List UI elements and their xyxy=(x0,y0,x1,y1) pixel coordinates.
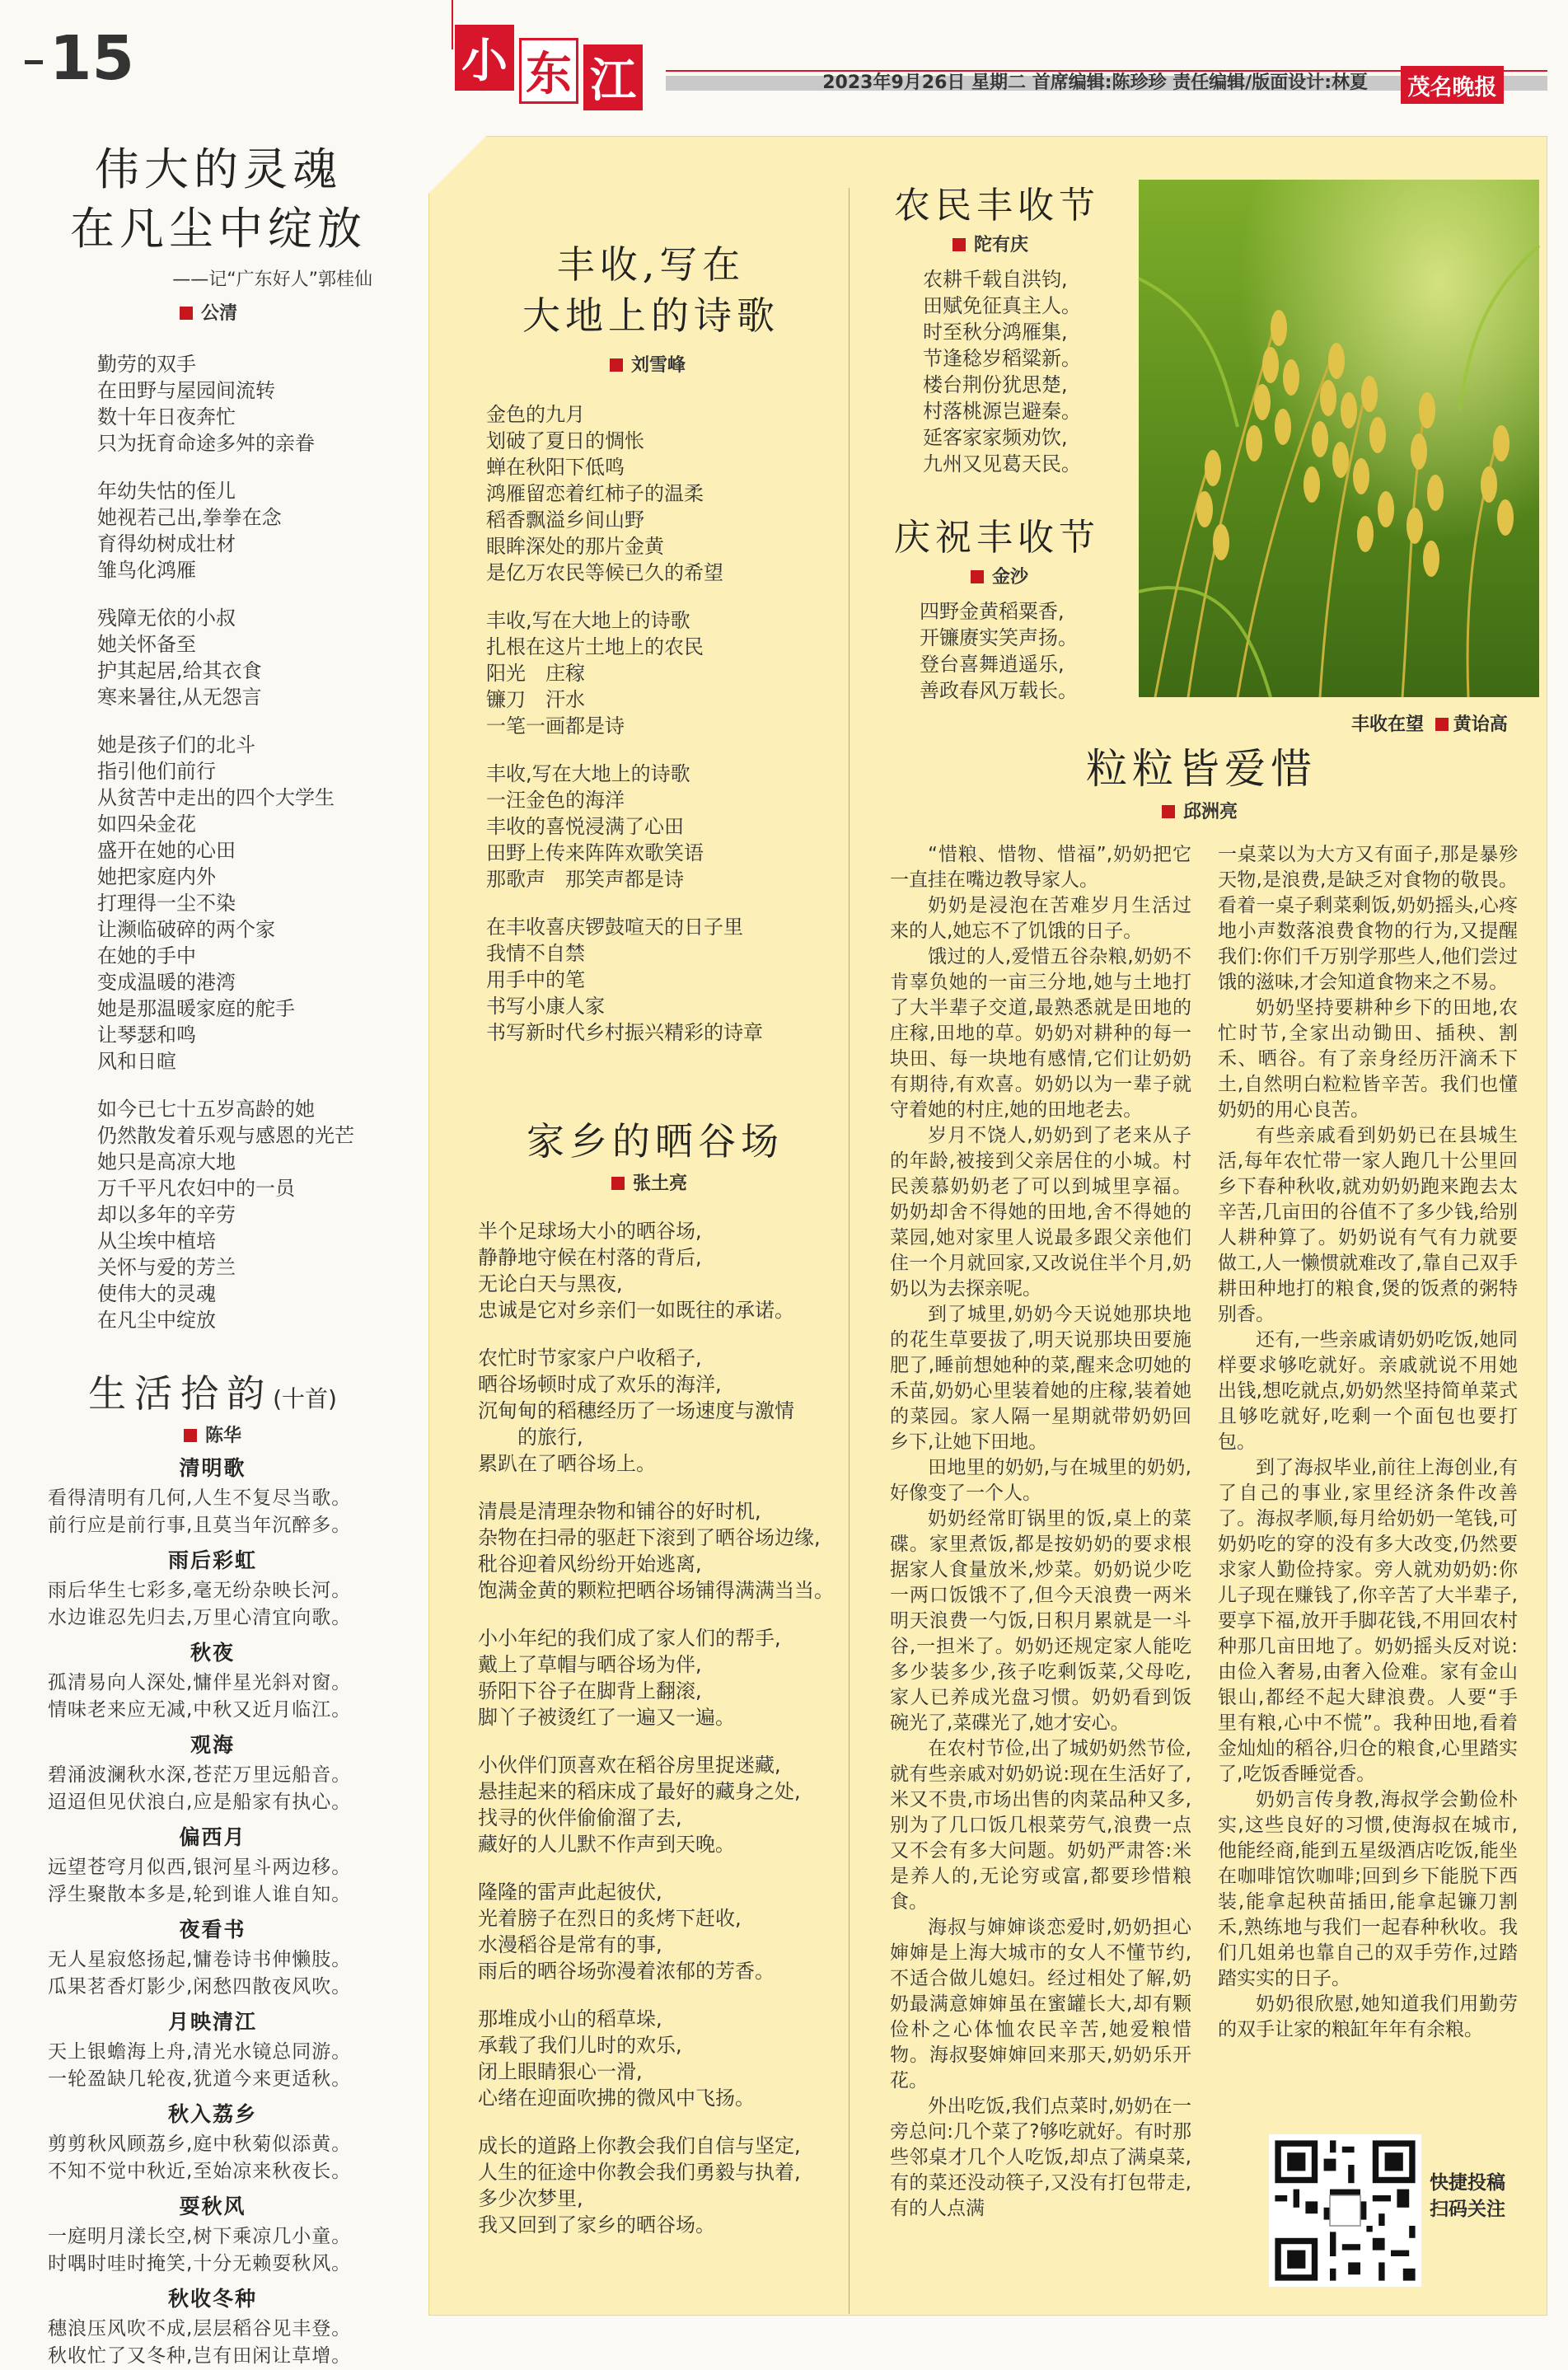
poem-line: 她是孩子们的北斗 xyxy=(97,733,255,756)
poem-line: 她关怀备至 xyxy=(97,633,196,656)
poem-line: 水漫稻谷是常有的事, xyxy=(478,1933,662,1956)
poem-line: 时至秋分鸿雁集, xyxy=(923,321,1068,344)
short-poem-line: 穗浪压风吹不成,层层稻谷见丰登。 xyxy=(48,2318,352,2340)
poem-line: 书写新时代乡村振兴精彩的诗章 xyxy=(486,1021,763,1044)
paragraph: 在农村节俭,出了城奶奶然节俭,就有些亲戚对奶奶说:现在生活好了,米又不贵,市场出售的肉菜品种又多,别为了几口饭几根菜劳气,浪费一点又不会有多大问题。奶奶严肃答:米是养人的,无论穷或富,都要珍惜粮食。 xyxy=(890,1738,1191,1913)
byline: 陈华 xyxy=(48,1422,377,1447)
poem-line: 一笔一画都是诗 xyxy=(486,714,625,738)
column-title-char-3: 江 xyxy=(583,44,643,110)
poem-line: 变成温暖的港湾 xyxy=(97,971,236,994)
paragraph: 奶奶坚持要耕种乡下的田地,农忙时节,全家出动锄田、插秧、割禾、晒谷。有了亲身经历汗滴禾下土,自然明白粒粒皆辛苦。我们也懂奶奶的用心良苦。 xyxy=(1218,997,1518,1121)
poem-line: 找寻的伙伴偷偷溜了去, xyxy=(478,1806,682,1829)
poem-line: 骄阳下谷子在脚背上翻滚, xyxy=(478,1679,702,1703)
short-poem-title: 清明歌 xyxy=(179,1456,246,1480)
paragraph: 奶奶经常盯锅里的饭,桌上的菜碟。家里煮饭,都是按奶奶的要求根据家人食量放米,炒菜。奶奶说少吃一两口饭饿不了,但今天浪费一两米明天浪费一勺饭,日积月累就是一斗谷,一担米了。奶奶还规定家人能吃多少装多少,孩子吃剩饭菜,父母吃,家人已养成光盘习惯。奶奶看到饭碗光了,菜碟光了,她才安心。 xyxy=(890,1508,1191,1734)
poem-line: 藏好的人儿默不作声到天晚。 xyxy=(478,1833,735,1856)
poem-line: 九州又见葛天民。 xyxy=(923,452,1081,475)
short-poem-line: 一轮盈缺几轮夜,犹道今来更适秋。 xyxy=(48,2068,352,2090)
paragraph: 一桌菜以为大方又有面子,那是暴殄天物,是浪费,是缺乏对食物的敬畏。看着一桌子剩菜剩饭,奶奶摇头,心疼地小声数落浪费食物的行为,又提醒我们:你们千万别学那些人,他们尝过饿的滋味,才会知道食物来之不易。 xyxy=(1218,844,1518,993)
short-poem-line: 远望苍穹月似西,银河星斗两边移。 xyxy=(48,1857,352,1878)
poem-line: 秕谷迎着风纷纷开始逃离, xyxy=(478,1553,702,1576)
column-title-char-2: 东 xyxy=(519,38,578,104)
poem-line: 的旅行, xyxy=(478,1426,583,1449)
poem-line: 让琴瑟和鸣 xyxy=(97,1023,196,1047)
poem-body xyxy=(923,266,1121,477)
poem-line: 那堆成小山的稻草垛, xyxy=(478,2007,662,2030)
poem-line: 静静地守候在村落的背后, xyxy=(478,1246,702,1269)
poem-line: 我情不自禁 xyxy=(486,942,585,965)
short-poem-line: 迢迢但见伏浪白,应是船家有执心。 xyxy=(48,1792,352,1813)
poem-line: 善政春风万载长。 xyxy=(920,679,1078,702)
poem-line: 光着膀子在烈日的炙烤下赶收, xyxy=(478,1907,742,1930)
poem-line: 蝉在秋阳下低鸣 xyxy=(486,456,625,479)
short-poem-line: 浮生聚散本多是,轮到谁人谁自知。 xyxy=(48,1884,352,1905)
poem-line: 金色的九月 xyxy=(486,403,585,426)
poem-line: 脚丫子被烫红了一遍又一遍。 xyxy=(478,1706,735,1729)
header-info: 2023年9月26日 星期二 首席编辑:陈珍珍 责任编辑/版面设计:林夏 xyxy=(822,73,1368,93)
poem-line: 如四朵金花 xyxy=(97,813,196,836)
poem-line: 隆隆的雷声此起彼伏, xyxy=(478,1881,662,1904)
poem-line: 让濒临破碎的两个家 xyxy=(97,918,275,941)
article-title: 生活拾韵(十首) xyxy=(88,1371,337,1416)
poem-line: 承载了我们儿时的欢乐, xyxy=(478,2034,682,2057)
short-poem-line: 天上银蟾海上舟,清光水镜总同游。 xyxy=(48,2041,352,2063)
short-poem-line: 孤清易向人深处,慵伴星光斜对窗。 xyxy=(48,1672,352,1693)
poem-line: 雏鸟化鸿雁 xyxy=(97,559,196,582)
short-poem-line: 水边谁忍先归去,万里心清宜向歌。 xyxy=(48,1607,352,1628)
poem-line: 村落桃源岂避秦。 xyxy=(923,400,1081,423)
qr-code[interactable] xyxy=(1269,2134,1421,2287)
poem-body xyxy=(478,1218,840,2238)
poem-line: 书写小康人家 xyxy=(486,995,605,1018)
short-poems xyxy=(48,1452,377,2370)
short-poem-title: 耍秋风 xyxy=(179,2194,246,2218)
short-poem-line: 时喁时哇时掩笑,十分无赖耍秋风。 xyxy=(48,2253,352,2274)
poem-line: 仍然散发着乐观与感恩的光芒 xyxy=(97,1124,354,1147)
poem-line: 她只是高凉大地 xyxy=(97,1150,236,1173)
poem-line: 是亿万农民等候已久的希望 xyxy=(486,561,723,584)
byline: 金沙 xyxy=(971,563,1121,588)
poem-body xyxy=(920,598,1121,704)
poem-line: 她把家庭内外 xyxy=(97,865,216,888)
short-poem-title: 偏西月 xyxy=(179,1825,246,1849)
poem-line: 田赋免征真主人。 xyxy=(923,294,1081,317)
poem-body xyxy=(486,401,832,1046)
paragraph: 奶奶很欣慰,她知道我们用勤劳的双手让家的粮缸年年有余粮。 xyxy=(1218,1993,1518,2040)
poem-line: 阳光 庄稼 xyxy=(486,662,585,685)
article-body-col2 xyxy=(1218,842,1518,2043)
poem-line: 小小年纪的我们成了家人们的帮手, xyxy=(478,1627,781,1650)
poem-line: 打理得一尘不染 xyxy=(97,892,236,915)
poem-line: 丰收,写在大地上的诗歌 xyxy=(486,609,690,632)
rice-field-photo xyxy=(1139,180,1539,697)
paragraph: 海叔与婶婶谈恋爱时,奶奶担心婶婶是上海大城市的女人不懂节约,不适合做儿媳妇。经过相处了解,奶奶最满意婶婶虽在蜜罐长大,却有颗俭朴之心体恤农民辛苦,她爱粮惜物。海叔娶婶婶回来那天,奶奶乐开花。 xyxy=(890,1917,1191,2091)
article-shenghuo-shiyun xyxy=(48,1364,377,2370)
page-number: 15 xyxy=(25,23,134,94)
article-title: 农民丰收节 xyxy=(894,185,1100,227)
article-jiaxiang-shaiguchang xyxy=(470,1117,840,2238)
poem-line: 却以多年的辛劳 xyxy=(97,1203,236,1226)
poem-line: 育得幼树成壮材 xyxy=(97,532,236,555)
poem-line: 饱满金黄的颗粒把晒谷场铺得满满当当。 xyxy=(478,1579,834,1602)
poem-line: 晒谷场顿时成了欢乐的海洋, xyxy=(478,1373,722,1396)
poem-line: 从尘埃中植培 xyxy=(97,1229,216,1253)
paragraph: 饿过的人,爱惜五谷杂粮,奶奶不肯辜负她的一亩三分地,她与土地打了大半辈子交道,最熟悉就是田地的庄稼,田地的草。奶奶对耕种的每一块田、每一块地有感情,它们让奶奶有期待,有欢喜。奶奶以为一辈子就守着她的村庄,她的田地老去。 xyxy=(890,946,1191,1121)
poem-line: 多少次梦里, xyxy=(478,2187,583,2210)
article-body-col1 xyxy=(890,842,1191,2222)
poem-line: 划破了夏日的惆怅 xyxy=(486,429,644,452)
paragraph: 田地里的奶奶,与在城里的奶奶,好像变了一个人。 xyxy=(890,1457,1191,1504)
short-poem-line: 瓜果茗香灯影少,闲愁四散夜风吹。 xyxy=(48,1976,352,1998)
poem-line: 成长的道路上你教会我们自信与坚定, xyxy=(478,2134,801,2157)
poem-line: 如今已七十五岁高龄的她 xyxy=(97,1098,315,1121)
poem-line: 累趴在了晒谷场上。 xyxy=(478,1452,656,1475)
short-poem-line: 剪剪秋风顾荔乡,庭中秋菊似添黄。 xyxy=(48,2133,352,2155)
poem-line: 眼眸深处的那片金黄 xyxy=(486,535,664,558)
poem-line: 从贫苦中走出的四个大学生 xyxy=(97,786,335,809)
poem-line: 悬挂起来的稻床成了最好的藏身之处, xyxy=(478,1780,801,1803)
column-title-char-1: 小 xyxy=(455,25,514,91)
poem-line: 她是那温暖家庭的舵手 xyxy=(97,997,295,1020)
short-poem-line: 雨后华生七彩多,毫无纷杂映长河。 xyxy=(48,1580,352,1601)
qr-pattern xyxy=(1269,2134,1421,2287)
poem-line: 残障无依的小叔 xyxy=(97,607,236,630)
article-title: 粒粒皆爱惜 xyxy=(1086,745,1317,793)
poem-line: 登台喜舞逍遥乐, xyxy=(920,653,1065,676)
poem-line: 勤劳的双手 xyxy=(97,353,196,376)
poem-line: 鸿雁留恋着红柿子的温柔 xyxy=(486,482,704,505)
qr-caption: 快捷投稿 扫码关注 xyxy=(1430,2172,1505,2220)
poem-line: 风和日暄 xyxy=(97,1050,176,1073)
paragraph: 到了城里,奶奶今天说她那块地的花生草要拔了,明天说那块田要施肥了,睡前想她种的菜,醒来念叨她的禾苗,奶奶心里装着她的庄稼,装着她的菜园。家人隔一星期就带奶奶回乡下,让她下田地。 xyxy=(890,1304,1191,1453)
article-subtitle: ——记“广东好人”郭桂仙 xyxy=(172,269,372,290)
poem-line: 人生的征途中你教会我们勇毅与执着, xyxy=(478,2161,801,2184)
paragraph: 还有,一些亲戚请奶奶吃饭,她同样要求够吃就好。亲戚就说不用她出钱,想吃就点,奶奶然坚持简单菜式且够吃就好,吃剩一个面包也要打包。 xyxy=(1218,1329,1518,1453)
short-poem-title: 观海 xyxy=(190,1733,235,1757)
short-poem-line: 看得清明有几何,人生不复尽当歌。 xyxy=(48,1487,352,1509)
short-poem-line: 秋收忙了又冬种,岂有田闲让草增。 xyxy=(48,2345,352,2367)
byline: 邱洲亮 xyxy=(1162,798,1541,823)
poem-line: 使伟大的灵魂 xyxy=(97,1282,216,1305)
poem-line: 杂物在扫帚的驱赶下滚到了晒谷场边缘, xyxy=(478,1526,821,1549)
paragraph: 有些亲戚看到奶奶已在县城生活,每年农忙带一家人跑几十公里回乡下春种秋收,就劝奶奶跑来跑去太辛苦,几亩田的谷值不了多少钱,给别人耕种算了。奶奶说有气有力就要做工,人一懒惯就难改了,靠自己双手耕田种地打的粮食,煲的饭煮的粥特别香。 xyxy=(1218,1125,1518,1325)
poem-line: 无论白天与黑夜, xyxy=(478,1272,623,1295)
poem-line: 小伙伴们顶喜欢在稻谷房里捉迷藏, xyxy=(478,1754,781,1777)
poem-line: 四野金黄稻粟香, xyxy=(920,600,1065,623)
poem-line: 丰收的喜悦浸满了心田 xyxy=(486,815,684,838)
poem-line: 在丰收喜庆锣鼓喧天的日子里 xyxy=(486,916,743,939)
poem-body xyxy=(97,351,404,1333)
poem-line: 开镰赓实笑声扬。 xyxy=(920,626,1078,649)
poem-line: 农忙时节家家户户收稻子, xyxy=(478,1347,702,1370)
article-nongmin-fengshoujie xyxy=(873,183,1121,477)
short-poem-line: 无人星寂悠扬起,慵卷诗书伸懒肢。 xyxy=(48,1949,352,1970)
paragraph: 到了海叔毕业,前往上海创业,有了自己的事业,家里经济条件改善了。海叔孝顺,每月给奶奶一笔钱,可奶奶吃的穿的没有多大改变,仍然要求家人勤俭持家。旁人就劝奶奶:你儿子现在赚钱了,你辛苦了大半辈子,要享下福,放开手脚花钱,不用回农村种那几亩田地了。奶奶摇头反对说:由俭入奢易,由奢入俭难。家有金山银山,都经不起大肆浪费。人要“手里有粮,心中不慌”。我种田地,看着金灿灿的稻谷,归仓的粮食,心里踏实了,吃饭香睡觉香。 xyxy=(1218,1457,1518,1785)
paragraph: “惜粮、惜物、惜福”,奶奶把它一直挂在嘴边教导家人。 xyxy=(890,844,1191,891)
poem-line: 一汪金色的海洋 xyxy=(486,789,625,812)
rice-stalks-illustration xyxy=(1139,180,1539,697)
poem-line: 节逢稔岁稻粱新。 xyxy=(923,347,1081,370)
paragraph: 奶奶是浸泡在苦难岁月生活过来的人,她忘不了饥饿的日子。 xyxy=(890,895,1191,942)
poem-line: 沉甸甸的稻穗经历了一场速度与激情 xyxy=(478,1399,794,1422)
paragraph: 外出吃饭,我们点菜时,奶奶在一旁总问:几个菜了?够吃就好。有时那些邻桌才几个人吃饭,却点了满桌菜,有的菜还没动筷子,又没有打包带走,有的人点满 xyxy=(890,2096,1191,2219)
poem-line: 戴上了草帽与晒谷场为伴, xyxy=(478,1653,702,1676)
poem-line: 镰刀 汗水 xyxy=(486,688,585,711)
poem-line: 扎根在这片土地上的农民 xyxy=(486,635,704,658)
article-fengshou-shige xyxy=(470,239,832,1046)
poem-line: 农耕千载自洪钧, xyxy=(923,268,1068,291)
article-qingzhu-fengshoujie xyxy=(873,515,1121,704)
poem-line: 年幼失怙的侄儿 xyxy=(97,480,236,503)
short-poem-line: 前行应是前行事,且莫当年沉醉多。 xyxy=(48,1515,352,1536)
poem-line: 万千平凡农妇中的一员 xyxy=(97,1177,295,1200)
poem-line: 寒来暑往,从无怨言 xyxy=(97,686,262,709)
paragraph: 岁月不饶人,奶奶到了老来从子的年龄,被接到父亲居住的小城。村民羡慕奶奶老了可以到城里享福。奶奶却舍不得她的田地,舍不得她的菜园,她对家里人说最多跟父亲他们住一个月就回家,又改说住半个月,奶奶以为去探亲呢。 xyxy=(890,1125,1191,1300)
poem-line: 闭上眼睛狠心一滑, xyxy=(478,2060,643,2083)
poem-line: 在她的手中 xyxy=(97,944,196,967)
poem-line: 那歌声 那笑声都是诗 xyxy=(486,868,684,891)
article-title: 丰收,写在 大地上的诗歌 xyxy=(522,242,779,338)
article-weida-linghun xyxy=(33,140,404,1333)
byline: 陀有庆 xyxy=(953,231,1121,256)
article-title: 庆祝丰收节 xyxy=(894,517,1100,559)
short-poem-title: 夜看书 xyxy=(179,1918,246,1941)
short-poem-line: 不知不觉中秋近,至始凉来秋夜长。 xyxy=(48,2161,352,2182)
photo-caption: 丰收在望 黄诒高 xyxy=(1351,714,1508,735)
poem-line: 用手中的笔 xyxy=(486,968,585,991)
short-poem-line: 一庭明月漾长空,树下乘凉几小童。 xyxy=(48,2226,352,2247)
article-title: 伟大的灵魂 在凡尘中绽放 xyxy=(70,143,367,255)
poem-line: 盛开在她的心田 xyxy=(97,839,236,862)
poem-line: 楼台荆份犹思楚, xyxy=(923,373,1068,396)
poem-line: 清晨是清理杂物和铺谷的好时机, xyxy=(478,1500,761,1523)
poem-line: 关怀与爱的芳兰 xyxy=(97,1256,236,1279)
byline: 张土亮 xyxy=(611,1169,840,1195)
poem-line: 她视若己出,拳拳在念 xyxy=(97,506,282,529)
paragraph: 奶奶言传身教,海叔学会勤俭朴实,这些良好的习惯,使海叔在城市,他能经商,能到五星级酒店吃饭,能坐在咖啡馆饮咖啡;回到乡下能脱下西装,能拿起秧苗插田,能拿起镰刀割禾,熟练地与我们一起春种秋收。我们几姐弟也靠自己的双手劳作,过踏踏实实的日子。 xyxy=(1218,1789,1518,1989)
short-poem-title: 秋夜 xyxy=(190,1641,235,1665)
poem-line: 心绪在迎面吹拂的微风中飞扬。 xyxy=(478,2087,755,2110)
poem-line: 稻香飘溢乡间山野 xyxy=(486,508,644,532)
newspaper-logo: 茂名晚报 xyxy=(1401,66,1504,104)
short-poem-title: 秋收冬种 xyxy=(167,2287,257,2311)
article-title: 家乡的晒谷场 xyxy=(527,1119,784,1164)
short-poem-title: 雨后彩虹 xyxy=(167,1548,257,1572)
poem-line: 只为抚育命途多舛的亲眷 xyxy=(97,432,315,455)
byline: 刘雪峰 xyxy=(610,351,832,377)
poem-line: 田野上传来阵阵欢歌笑语 xyxy=(486,841,704,864)
poem-line: 半个足球场大小的晒谷场, xyxy=(478,1220,702,1243)
short-poem-title: 月映清江 xyxy=(167,2010,257,2034)
poem-line: 我又回到了家乡的晒谷场。 xyxy=(478,2213,715,2237)
short-poem-title: 秋入荔乡 xyxy=(167,2102,257,2126)
poem-line: 丰收,写在大地上的诗歌 xyxy=(486,762,690,785)
poem-line: 忠诚是它对乡亲们一如既往的承诺。 xyxy=(478,1299,794,1322)
poem-line: 指引他们前行 xyxy=(97,760,216,783)
short-poem-line: 情味老来应无减,中秋又近月临江。 xyxy=(48,1699,352,1721)
poem-line: 在田野与屋园间流转 xyxy=(97,379,275,402)
poem-line: 雨后的晒谷场弥漫着浓郁的芳香。 xyxy=(478,1960,775,1983)
byline: 公清 xyxy=(180,299,404,325)
article-lili-jieaixi xyxy=(890,742,1541,823)
poem-line: 在凡尘中绽放 xyxy=(97,1309,216,1332)
poem-line: 数十年日夜奔忙 xyxy=(97,405,236,429)
poem-line: 护其起居,给其衣食 xyxy=(97,659,262,682)
short-poem-line: 碧涌波澜秋水深,苍茫万里远船音。 xyxy=(48,1764,352,1786)
poem-line: 延客家家频劝饮, xyxy=(923,426,1068,449)
